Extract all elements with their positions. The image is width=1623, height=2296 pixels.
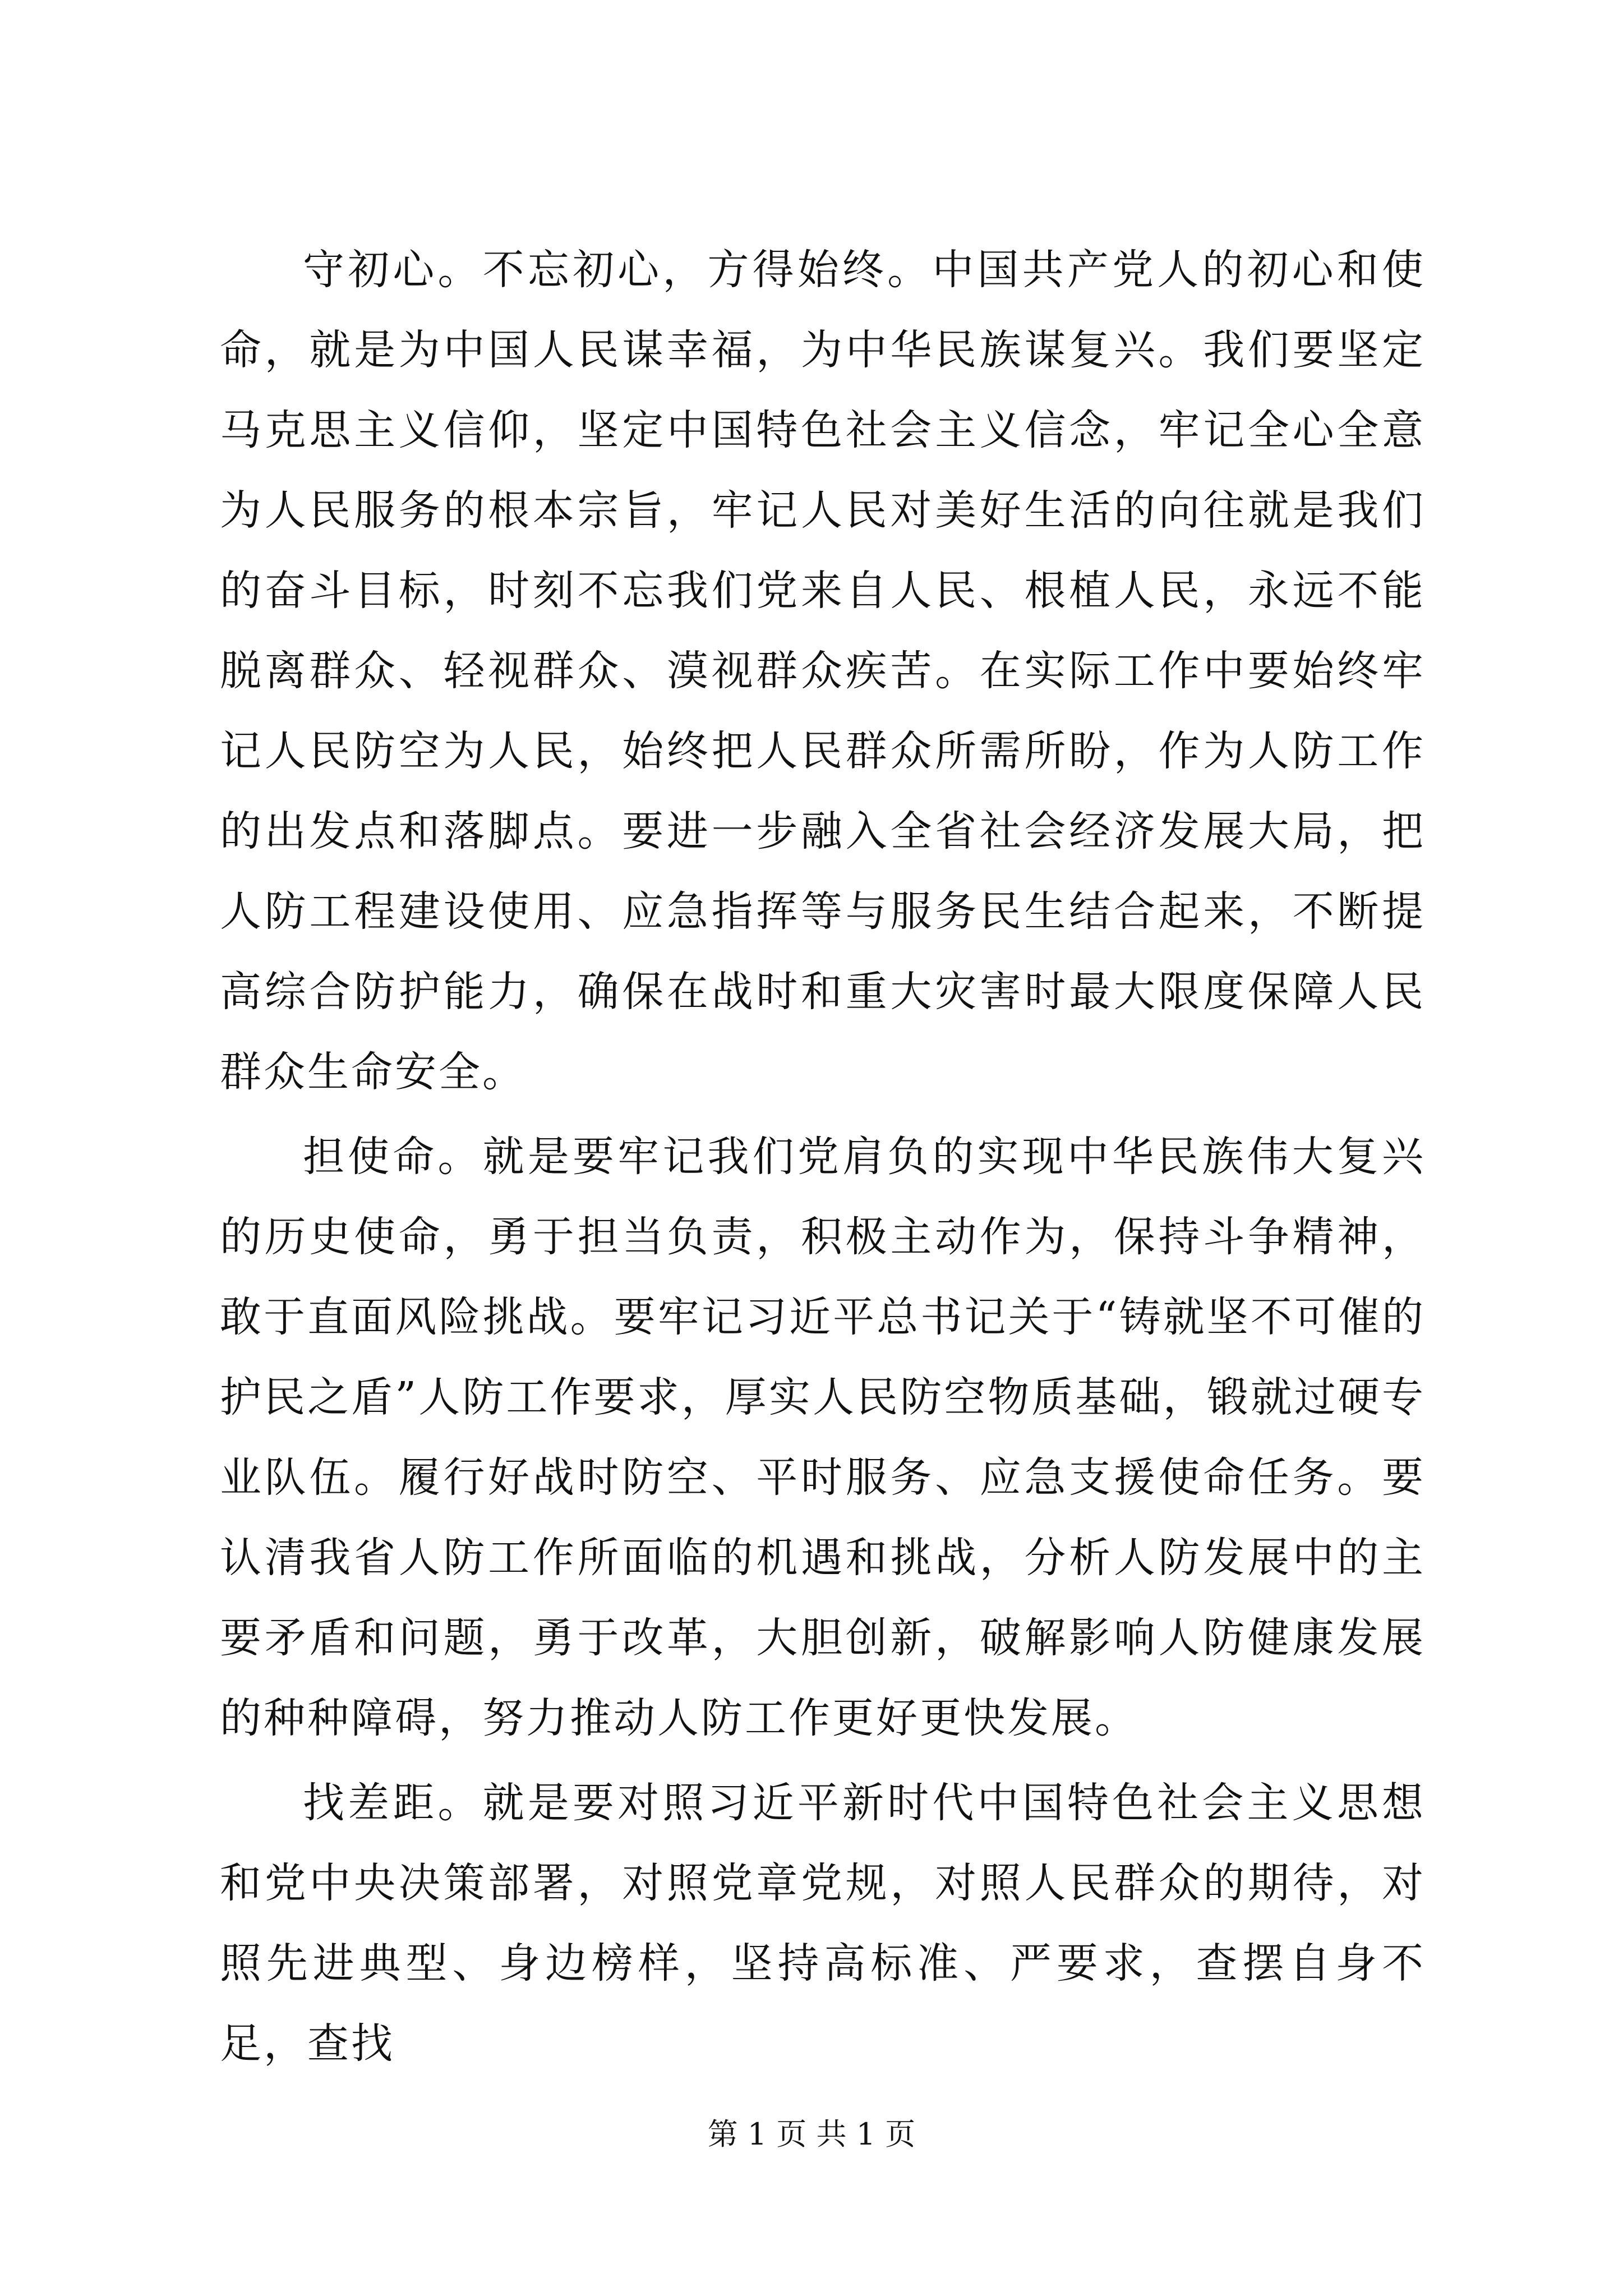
paragraph-zhao-chaju: 找差距。就是要对照习近平新时代中国特色社会主义思想和党中央决策部署，对照党章党规，对照人民群众的期待，对照先进典型、身边榜样，坚持高标准、严要求，查摆自身不足，查找 (220, 1779, 1426, 2068)
paragraph-shou-chuxin: 守初心。不忘初心，方得始终。中国共产党人的初心和使命，就是为中国人民谋幸福，为中华民族谋复兴。我们要坚定马克思主义信仰，坚定中国特色社会主义信念，牢记全心全意为人民服务的根本宗旨，牢记人民对美好生活的向往就是我们的奋斗目标，时刻不忘我们党来自人民、根植人民，永远不能脱离群众、轻视群众、漠视群众疾苦。在实际工作中要始终牢记人民防空为人民，始终把人民群众所需所盼，作为人防工作的出发点和落脚点。要进一步融入全省社会经济发展大局，把人防工程建设使用、应急指挥等与服务民生结合起来，不断提高综合防护能力，确保在战时和重大灾害时最大限度保障人民群众生命安全。 (220, 246, 1426, 1096)
document-body (220, 230, 1426, 2084)
page-number-footer: 第 1 页 共 1 页 (707, 2116, 916, 2152)
paragraph-dan-shiming: 担使命。就是要牢记我们党肩负的实现中华民族伟大复兴的历史使命，勇于担当负责，积极主动作为，保持斗争精神，敢于直面风险挑战。要牢记习近平总书记关于“铸就坚不可催的护民之盾”人防工作要求，厚实人民防空物质基础，锻就过硬专业队伍。履行好战时防空、平时服务、应急支援使命任务。要认清我省人防工作所面临的机遇和挑战，分析人防发展中的主要矛盾和问题，勇于改革，大胆创新，破解影响人防健康发展的种种障碍，努力推动人防工作更好更快发展。 (220, 1133, 1426, 1742)
